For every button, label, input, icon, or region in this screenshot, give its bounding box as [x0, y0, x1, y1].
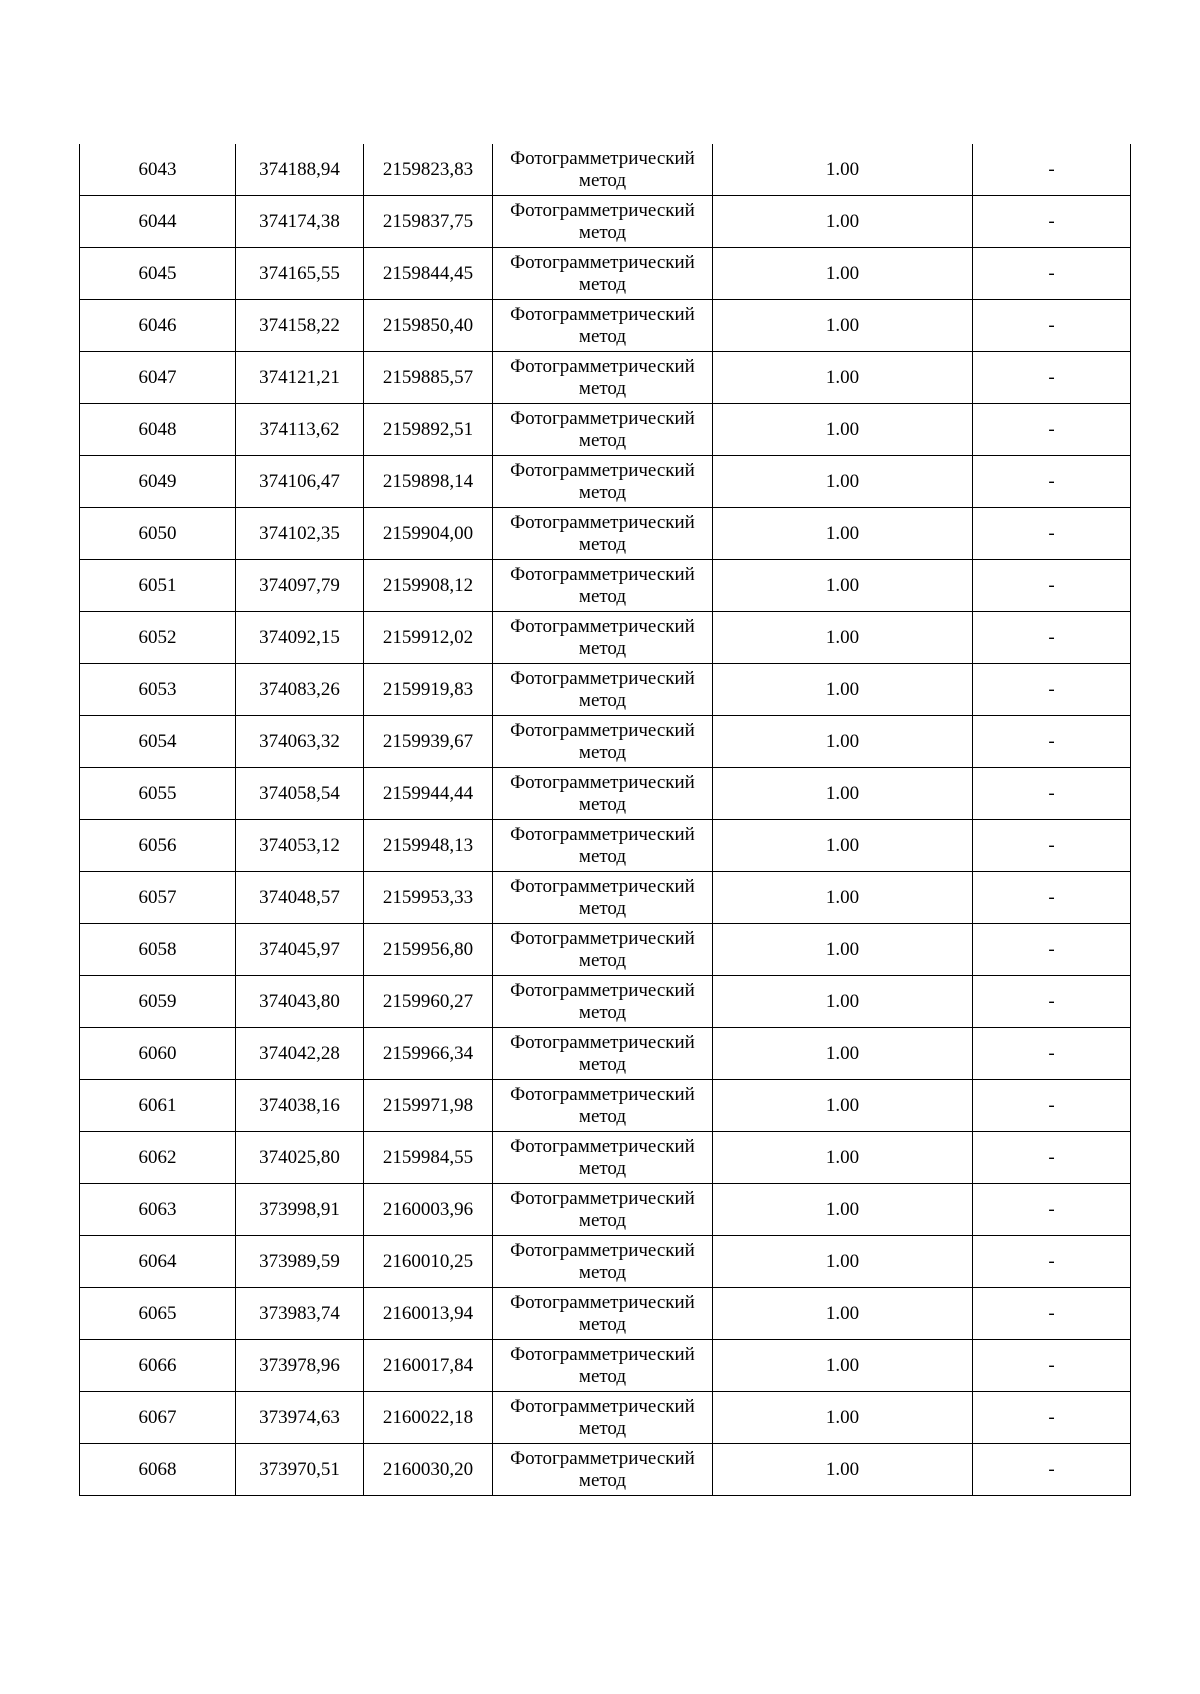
method-line-2: метод	[578, 637, 627, 659]
table-row	[80, 612, 1131, 664]
note-cell: -	[973, 300, 1131, 352]
y-coordinate-cell: 2159850,40	[364, 300, 493, 352]
x-coordinate-cell: 374121,21	[236, 352, 364, 404]
point-number-cell: 6045	[80, 248, 236, 300]
x-coordinate-cell: 373983,74	[236, 1288, 364, 1340]
note-cell: -	[973, 1340, 1131, 1392]
note-cell: -	[973, 716, 1131, 768]
x-coordinate-cell: 374042,28	[236, 1028, 364, 1080]
table-row	[80, 508, 1131, 560]
y-coordinate-cell: 2160013,94	[364, 1288, 493, 1340]
accuracy-cell: 1.00	[713, 404, 973, 456]
table-row	[80, 404, 1131, 456]
x-coordinate-cell: 373989,59	[236, 1236, 364, 1288]
point-number-cell: 6059	[80, 976, 236, 1028]
x-coordinate-cell: 374106,47	[236, 456, 364, 508]
accuracy-cell: 1.00	[713, 1132, 973, 1184]
note-cell: -	[973, 508, 1131, 560]
method-line-2: метод	[578, 1365, 627, 1387]
y-coordinate-cell: 2159908,12	[364, 560, 493, 612]
method-line-1: Фотограмметрический	[510, 1239, 695, 1261]
note-cell: -	[973, 404, 1131, 456]
table-row	[80, 924, 1131, 976]
method-line-1: Фотограмметрический	[510, 511, 695, 533]
accuracy-cell: 1.00	[713, 1340, 973, 1392]
table-row	[80, 248, 1131, 300]
x-coordinate-cell: 373974,63	[236, 1392, 364, 1444]
x-coordinate-cell: 374097,79	[236, 560, 364, 612]
method-cell	[493, 1080, 713, 1132]
accuracy-cell: 1.00	[713, 248, 973, 300]
y-coordinate-cell: 2159837,75	[364, 196, 493, 248]
y-coordinate-cell: 2159919,83	[364, 664, 493, 716]
accuracy-cell: 1.00	[713, 1288, 973, 1340]
method-line-2: метод	[578, 1105, 627, 1127]
table-row	[80, 300, 1131, 352]
point-number-cell: 6052	[80, 612, 236, 664]
x-coordinate-cell: 373970,51	[236, 1444, 364, 1496]
note-cell: -	[973, 1392, 1131, 1444]
method-line-2: метод	[578, 273, 627, 295]
method-cell	[493, 976, 713, 1028]
method-cell	[493, 560, 713, 612]
note-cell: -	[973, 560, 1131, 612]
method-cell	[493, 352, 713, 404]
point-number-cell: 6066	[80, 1340, 236, 1392]
method-line-1: Фотограмметрический	[510, 1343, 695, 1365]
note-cell: -	[973, 1444, 1131, 1496]
x-coordinate-cell: 374102,35	[236, 508, 364, 560]
y-coordinate-cell: 2159971,98	[364, 1080, 493, 1132]
y-coordinate-cell: 2159885,57	[364, 352, 493, 404]
method-line-2: метод	[578, 481, 627, 503]
accuracy-cell: 1.00	[713, 664, 973, 716]
table-row	[80, 768, 1131, 820]
y-coordinate-cell: 2159984,55	[364, 1132, 493, 1184]
method-cell	[493, 1184, 713, 1236]
y-coordinate-cell: 2159944,44	[364, 768, 493, 820]
note-cell: -	[973, 820, 1131, 872]
method-cell	[493, 248, 713, 300]
note-cell: -	[973, 1080, 1131, 1132]
x-coordinate-cell: 374188,94	[236, 144, 364, 196]
method-line-2: метод	[578, 949, 627, 971]
x-coordinate-cell: 374092,15	[236, 612, 364, 664]
note-cell: -	[973, 872, 1131, 924]
method-line-2: метод	[578, 377, 627, 399]
table-row	[80, 1236, 1131, 1288]
point-number-cell: 6055	[80, 768, 236, 820]
method-cell	[493, 1444, 713, 1496]
point-number-cell: 6047	[80, 352, 236, 404]
method-line-1: Фотограмметрический	[510, 459, 695, 481]
method-cell	[493, 404, 713, 456]
method-line-1: Фотограмметрический	[510, 719, 695, 741]
y-coordinate-cell: 2160017,84	[364, 1340, 493, 1392]
method-cell	[493, 820, 713, 872]
note-cell: -	[973, 924, 1131, 976]
point-number-cell: 6064	[80, 1236, 236, 1288]
note-cell: -	[973, 352, 1131, 404]
x-coordinate-cell: 374165,55	[236, 248, 364, 300]
method-line-2: метод	[578, 741, 627, 763]
accuracy-cell: 1.00	[713, 768, 973, 820]
method-cell	[493, 1132, 713, 1184]
accuracy-cell: 1.00	[713, 144, 973, 196]
y-coordinate-cell: 2159966,34	[364, 1028, 493, 1080]
method-line-2: метод	[578, 1209, 627, 1231]
table-row	[80, 664, 1131, 716]
method-line-1: Фотограмметрический	[510, 1135, 695, 1157]
note-cell: -	[973, 664, 1131, 716]
method-line-1: Фотограмметрический	[510, 147, 695, 169]
y-coordinate-cell: 2160010,25	[364, 1236, 493, 1288]
method-cell	[493, 872, 713, 924]
x-coordinate-cell: 374048,57	[236, 872, 364, 924]
table-row	[80, 144, 1131, 196]
point-number-cell: 6046	[80, 300, 236, 352]
method-line-2: метод	[578, 585, 627, 607]
method-line-1: Фотограмметрический	[510, 771, 695, 793]
accuracy-cell: 1.00	[713, 924, 973, 976]
accuracy-cell: 1.00	[713, 1184, 973, 1236]
y-coordinate-cell: 2159948,13	[364, 820, 493, 872]
table-row	[80, 1340, 1131, 1392]
method-cell	[493, 612, 713, 664]
x-coordinate-cell: 374058,54	[236, 768, 364, 820]
accuracy-cell: 1.00	[713, 1028, 973, 1080]
method-cell	[493, 1288, 713, 1340]
method-line-1: Фотограмметрический	[510, 1031, 695, 1053]
note-cell: -	[973, 976, 1131, 1028]
point-number-cell: 6065	[80, 1288, 236, 1340]
accuracy-cell: 1.00	[713, 872, 973, 924]
method-line-2: метод	[578, 1053, 627, 1075]
table-row	[80, 456, 1131, 508]
note-cell: -	[973, 768, 1131, 820]
method-line-2: метод	[578, 1001, 627, 1023]
point-number-cell: 6048	[80, 404, 236, 456]
point-number-cell: 6056	[80, 820, 236, 872]
x-coordinate-cell: 374063,32	[236, 716, 364, 768]
y-coordinate-cell: 2159953,33	[364, 872, 493, 924]
method-line-2: метод	[578, 221, 627, 243]
method-line-2: метод	[578, 1417, 627, 1439]
method-line-2: метод	[578, 1157, 627, 1179]
method-line-2: метод	[578, 689, 627, 711]
table-row	[80, 1288, 1131, 1340]
method-line-2: метод	[578, 1313, 627, 1335]
note-cell: -	[973, 196, 1131, 248]
note-cell: -	[973, 612, 1131, 664]
method-line-1: Фотограмметрический	[510, 1395, 695, 1417]
table-row	[80, 196, 1131, 248]
method-cell	[493, 196, 713, 248]
method-cell	[493, 1340, 713, 1392]
method-line-1: Фотограмметрический	[510, 823, 695, 845]
point-number-cell: 6068	[80, 1444, 236, 1496]
method-line-1: Фотограмметрический	[510, 303, 695, 325]
method-line-1: Фотограмметрический	[510, 1187, 695, 1209]
y-coordinate-cell: 2159939,67	[364, 716, 493, 768]
accuracy-cell: 1.00	[713, 820, 973, 872]
point-number-cell: 6043	[80, 144, 236, 196]
point-number-cell: 6057	[80, 872, 236, 924]
note-cell: -	[973, 1236, 1131, 1288]
x-coordinate-cell: 374025,80	[236, 1132, 364, 1184]
method-line-1: Фотограмметрический	[510, 563, 695, 585]
y-coordinate-cell: 2159960,27	[364, 976, 493, 1028]
x-coordinate-cell: 374043,80	[236, 976, 364, 1028]
note-cell: -	[973, 1028, 1131, 1080]
method-cell	[493, 300, 713, 352]
y-coordinate-cell: 2159912,02	[364, 612, 493, 664]
note-cell: -	[973, 1132, 1131, 1184]
note-cell: -	[973, 248, 1131, 300]
x-coordinate-cell: 374053,12	[236, 820, 364, 872]
y-coordinate-cell: 2159892,51	[364, 404, 493, 456]
method-line-2: метод	[578, 1261, 627, 1283]
coordinates-table	[79, 144, 1131, 1496]
method-line-2: метод	[578, 533, 627, 555]
table-row	[80, 872, 1131, 924]
point-number-cell: 6054	[80, 716, 236, 768]
method-line-2: метод	[578, 325, 627, 347]
note-cell: -	[973, 1288, 1131, 1340]
x-coordinate-cell: 374158,22	[236, 300, 364, 352]
note-cell: -	[973, 1184, 1131, 1236]
x-coordinate-cell: 374174,38	[236, 196, 364, 248]
method-line-2: метод	[578, 429, 627, 451]
note-cell: -	[973, 456, 1131, 508]
accuracy-cell: 1.00	[713, 976, 973, 1028]
coordinates-table-body	[80, 144, 1131, 1496]
x-coordinate-cell: 374113,62	[236, 404, 364, 456]
table-row	[80, 976, 1131, 1028]
method-line-1: Фотограмметрический	[510, 1083, 695, 1105]
point-number-cell: 6050	[80, 508, 236, 560]
method-line-1: Фотограмметрический	[510, 875, 695, 897]
y-coordinate-cell: 2160022,18	[364, 1392, 493, 1444]
y-coordinate-cell: 2160030,20	[364, 1444, 493, 1496]
method-line-1: Фотограмметрический	[510, 199, 695, 221]
table-row	[80, 1028, 1131, 1080]
x-coordinate-cell: 373978,96	[236, 1340, 364, 1392]
point-number-cell: 6058	[80, 924, 236, 976]
y-coordinate-cell: 2159844,45	[364, 248, 493, 300]
method-line-2: метод	[578, 793, 627, 815]
accuracy-cell: 1.00	[713, 716, 973, 768]
y-coordinate-cell: 2159823,83	[364, 144, 493, 196]
method-cell	[493, 456, 713, 508]
method-line-1: Фотограмметрический	[510, 1291, 695, 1313]
y-coordinate-cell: 2159898,14	[364, 456, 493, 508]
method-line-1: Фотограмметрический	[510, 615, 695, 637]
table-row	[80, 1080, 1131, 1132]
method-cell	[493, 1392, 713, 1444]
table-row	[80, 1132, 1131, 1184]
accuracy-cell: 1.00	[713, 1444, 973, 1496]
method-line-1: Фотограмметрический	[510, 979, 695, 1001]
point-number-cell: 6067	[80, 1392, 236, 1444]
method-cell	[493, 508, 713, 560]
y-coordinate-cell: 2160003,96	[364, 1184, 493, 1236]
method-line-1: Фотограмметрический	[510, 667, 695, 689]
accuracy-cell: 1.00	[713, 560, 973, 612]
method-line-1: Фотограмметрический	[510, 1447, 695, 1469]
method-line-2: метод	[578, 1469, 627, 1491]
point-number-cell: 6051	[80, 560, 236, 612]
method-line-2: метод	[578, 169, 627, 191]
method-cell	[493, 1028, 713, 1080]
accuracy-cell: 1.00	[713, 1236, 973, 1288]
x-coordinate-cell: 374038,16	[236, 1080, 364, 1132]
point-number-cell: 6060	[80, 1028, 236, 1080]
point-number-cell: 6061	[80, 1080, 236, 1132]
y-coordinate-cell: 2159904,00	[364, 508, 493, 560]
y-coordinate-cell: 2159956,80	[364, 924, 493, 976]
point-number-cell: 6062	[80, 1132, 236, 1184]
method-line-1: Фотограмметрический	[510, 355, 695, 377]
table-row	[80, 560, 1131, 612]
note-cell: -	[973, 144, 1131, 196]
method-line-1: Фотограмметрический	[510, 407, 695, 429]
method-line-1: Фотограмметрический	[510, 251, 695, 273]
point-number-cell: 6049	[80, 456, 236, 508]
accuracy-cell: 1.00	[713, 612, 973, 664]
accuracy-cell: 1.00	[713, 300, 973, 352]
table-row	[80, 1392, 1131, 1444]
point-number-cell: 6063	[80, 1184, 236, 1236]
accuracy-cell: 1.00	[713, 1392, 973, 1444]
method-line-1: Фотограмметрический	[510, 927, 695, 949]
method-cell	[493, 1236, 713, 1288]
table-row	[80, 1444, 1131, 1496]
accuracy-cell: 1.00	[713, 456, 973, 508]
method-cell	[493, 924, 713, 976]
x-coordinate-cell: 374045,97	[236, 924, 364, 976]
point-number-cell: 6044	[80, 196, 236, 248]
method-line-2: метод	[578, 845, 627, 867]
accuracy-cell: 1.00	[713, 352, 973, 404]
table-row	[80, 1184, 1131, 1236]
accuracy-cell: 1.00	[713, 508, 973, 560]
point-number-cell: 6053	[80, 664, 236, 716]
table-row	[80, 716, 1131, 768]
table-row	[80, 352, 1131, 404]
accuracy-cell: 1.00	[713, 196, 973, 248]
method-cell	[493, 768, 713, 820]
method-cell	[493, 664, 713, 716]
method-line-2: метод	[578, 897, 627, 919]
table-row	[80, 820, 1131, 872]
accuracy-cell: 1.00	[713, 1080, 973, 1132]
method-cell	[493, 716, 713, 768]
x-coordinate-cell: 373998,91	[236, 1184, 364, 1236]
x-coordinate-cell: 374083,26	[236, 664, 364, 716]
method-cell	[493, 144, 713, 196]
